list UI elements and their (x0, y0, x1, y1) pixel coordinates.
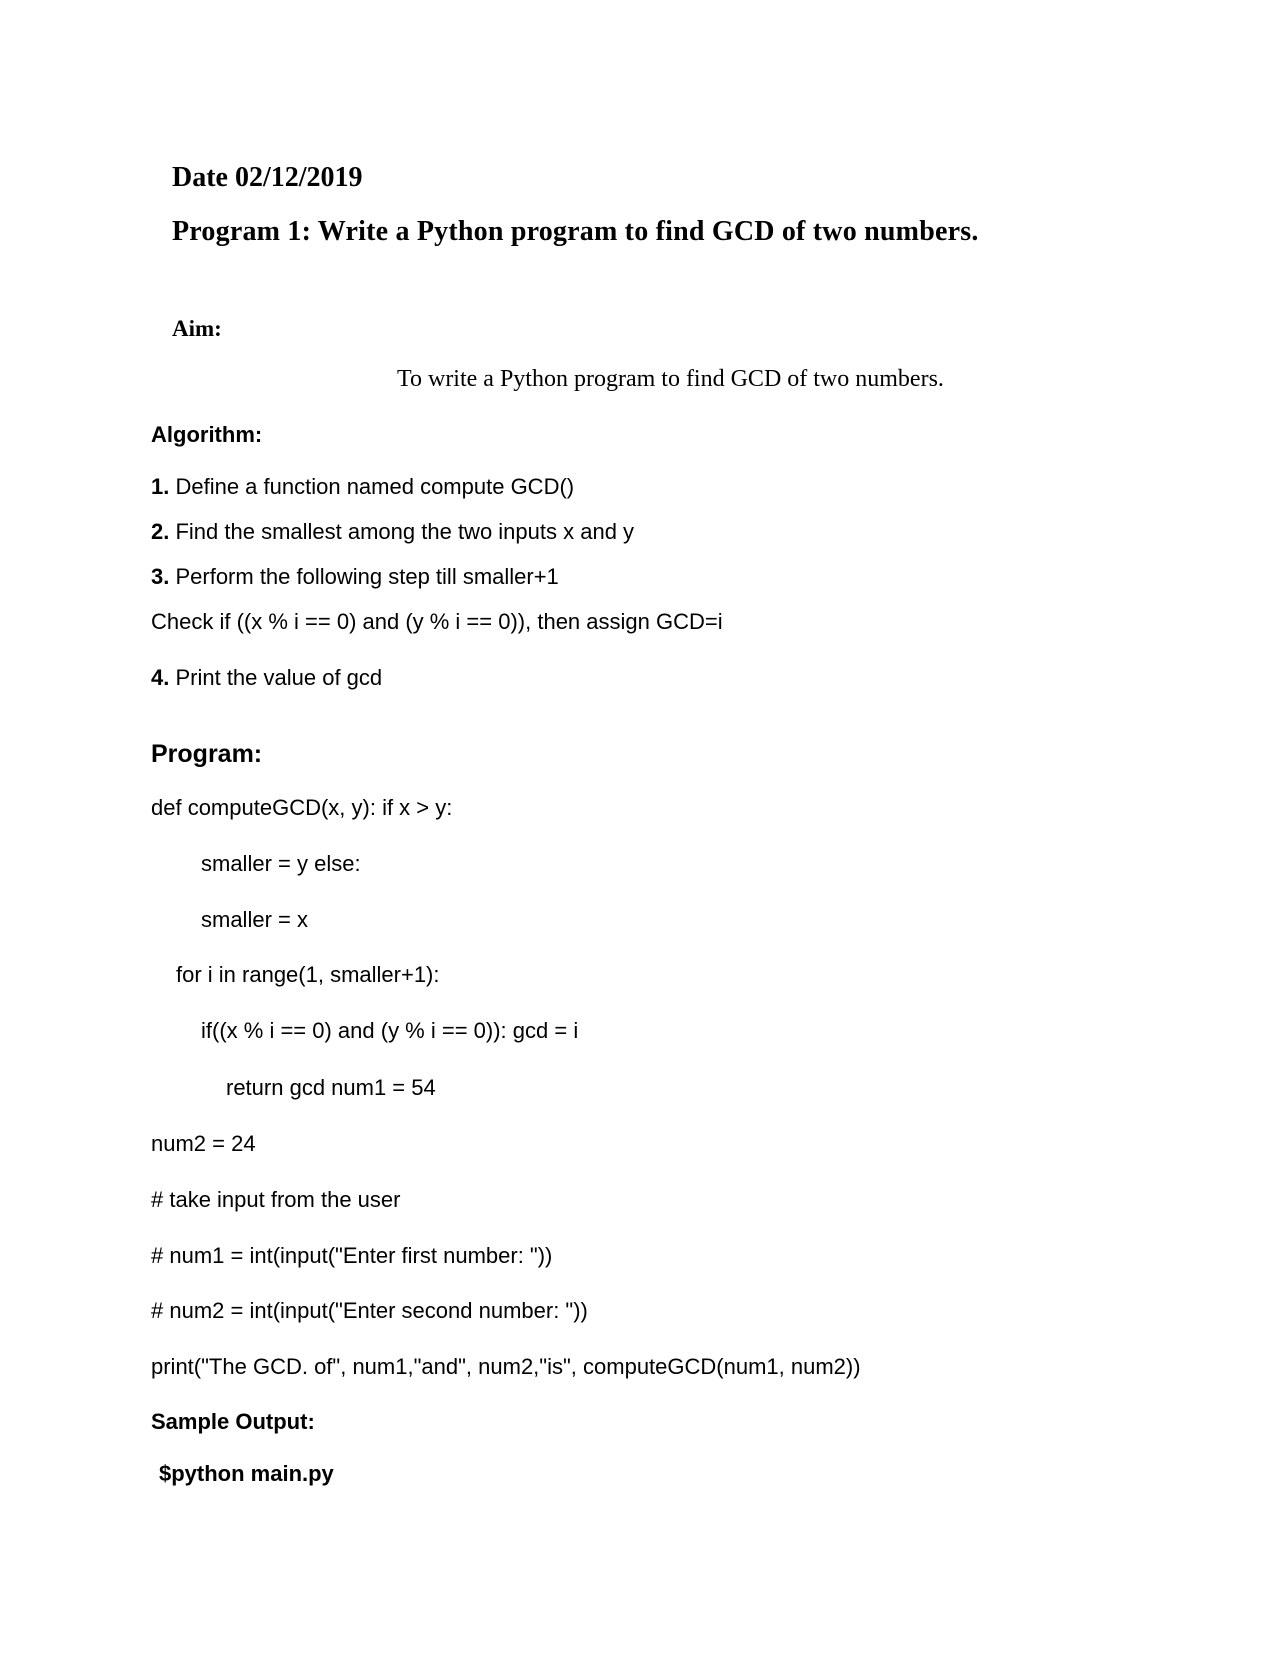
code-line: print("The GCD. of", num1,"and", num2,"is", computeGCD(num1, num2)) (151, 1354, 861, 1379)
code-line: for i in range(1, smaller+1): (176, 962, 440, 987)
algorithm-heading: Algorithm: (151, 422, 263, 447)
code-line: def computeGCD(x, y): if x > y: (151, 795, 453, 820)
algorithm-step-3 (151, 566, 559, 588)
step-number: 2. (151, 519, 170, 544)
code-line: # num2 = int(input("Enter second number: ")) (151, 1298, 588, 1323)
code-line: return gcd num1 = 54 (226, 1075, 436, 1100)
step-text: Define a function named compute GCD() (169, 474, 575, 499)
code-line: if((x % i == 0) and (y % i == 0)): gcd = i (201, 1018, 579, 1043)
sample-output-command: $python main.py (159, 1461, 334, 1486)
step-number: 4. (151, 665, 170, 690)
aim-heading: Aim: (172, 316, 222, 341)
date-line: Date 02/12/2019 (172, 162, 363, 193)
code-line: smaller = x (201, 907, 308, 932)
algorithm-step-2 (151, 521, 634, 543)
code-line: # num1 = int(input("Enter first number: ")) (151, 1243, 553, 1268)
code-line: # take input from the user (151, 1187, 401, 1212)
program-title: Program 1: Write a Python program to find GCD of two numbers. (172, 216, 979, 247)
step-text: Print the value of gcd (169, 665, 383, 690)
algorithm-step-1 (151, 476, 574, 498)
program-heading: Program: (151, 740, 263, 768)
code-line: smaller = y else: (201, 851, 361, 876)
aim-text: To write a Python program to find GCD of two numbers. (397, 366, 944, 392)
step-text: Find the smallest among the two inputs x and y (169, 519, 635, 544)
step-number: 1. (151, 474, 170, 499)
step-number: 3. (151, 564, 170, 589)
code-line: num2 = 24 (151, 1131, 256, 1156)
algorithm-step-4 (151, 667, 382, 689)
step-text: Perform the following step till smaller+1 (169, 564, 559, 589)
algorithm-check-line: Check if ((x % i == 0) and (y % i == 0)), then assign GCD=i (151, 609, 723, 634)
sample-output-heading: Sample Output: (151, 1409, 315, 1434)
